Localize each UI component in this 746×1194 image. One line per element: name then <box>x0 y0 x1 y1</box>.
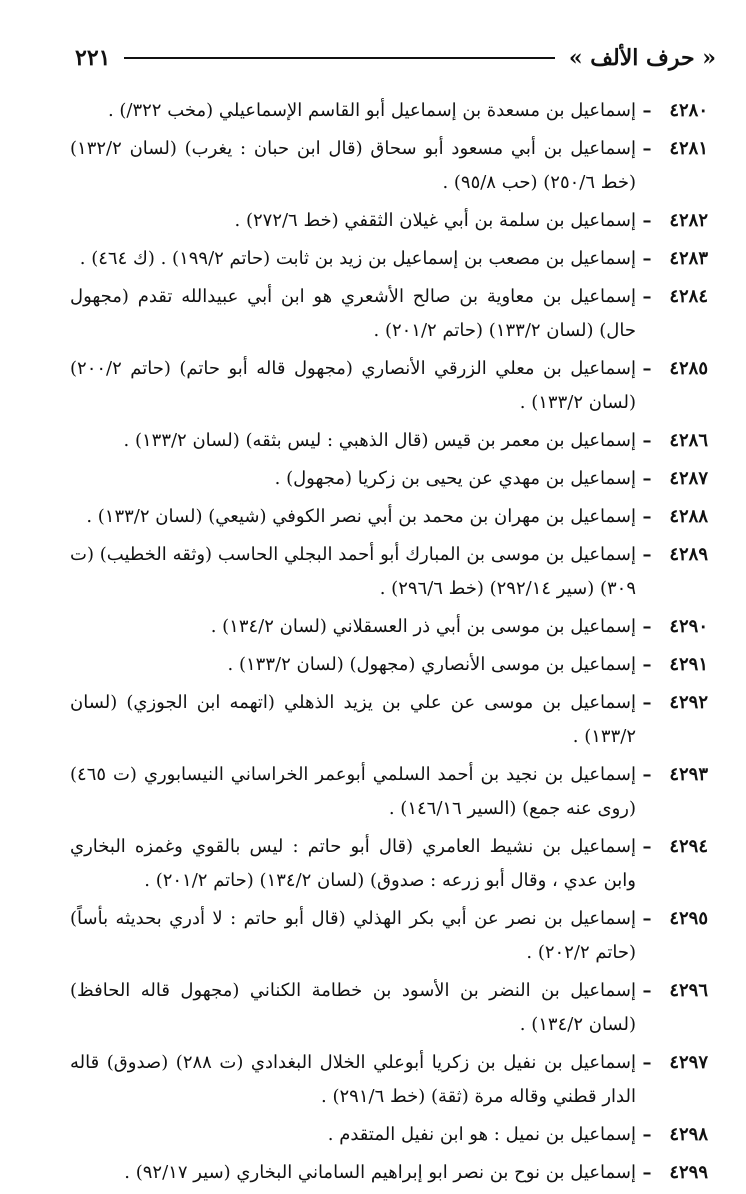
page-header <box>75 38 716 78</box>
entry-dash: – <box>642 836 652 857</box>
entry-dash: – <box>642 692 652 713</box>
entry-row <box>70 242 708 276</box>
entry-dash: – <box>642 358 652 379</box>
entry-number: ٤٢٩٤ <box>669 836 708 857</box>
entry-number: ٤٢٩٨ <box>669 1124 708 1145</box>
entry-number: ٤٢٩٦ <box>669 980 708 1001</box>
entry-row <box>70 352 708 420</box>
entry-text: إسماعيل بن مصعب بن إسماعيل بن زيد بن ثابت (حاتم ١٩٩/٢) . (ك ٤٦٤) . <box>79 248 636 269</box>
entry-text: إسماعيل بن أبي مسعود أبو سحاق (قال ابن حبان : يغرب) (لسان ١٣٢/٢) (خط ٢٥٠/٦) (حب ٩٥/٨) . <box>70 138 636 193</box>
entry-dash: – <box>642 138 652 159</box>
entry-number: ٤٢٩٩ <box>669 1162 708 1183</box>
section-title: « حرف الألف » <box>568 45 716 71</box>
entry-dash: – <box>642 616 652 637</box>
entry-row <box>70 686 708 754</box>
entry-row <box>70 204 708 238</box>
entry-number: ٤٢٨٠ <box>669 100 708 121</box>
entry-text: إسماعيل بن موسى عن علي بن يزيد الذهلي (اتهمه ابن الجوزي) (لسان ١٣٣/٢) . <box>70 692 636 747</box>
entry-number: ٤٢٨٩ <box>669 544 708 565</box>
entry-number: ٤٢٨٧ <box>669 468 708 489</box>
entry-number: ٤٢٩١ <box>669 654 708 675</box>
entry-dash: – <box>642 980 652 1001</box>
entry-text: إسماعيل بن معمر بن قيس (قال الذهبي : ليس بثقه) (لسان ١٣٣/٢) . <box>123 430 636 451</box>
entry-row <box>70 94 708 128</box>
entry-number: ٤٢٨٤ <box>669 286 708 307</box>
entry-row <box>70 758 708 826</box>
entry-text: إسماعيل بن نجيد بن أحمد السلمي أبوعمر الخراساني النيسابوري (ت ٤٦٥) (روى عنه جمع) (السير ١٤٦/١٦) . <box>70 764 636 819</box>
entry-dash: – <box>642 1052 652 1073</box>
entry-number: ٤٢٨٥ <box>669 358 708 379</box>
entry-row <box>70 830 708 898</box>
entry-number: ٤٢٨٨ <box>669 506 708 527</box>
entry-dash: – <box>642 764 652 785</box>
entry-text: إسماعيل بن موسى بن المبارك أبو أحمد البجلي الحاسب (وثقه الخطيب) (ت ٣٠٩) (سير ٢٩٢/١٤) (خط ٢٩٦/٦) . <box>70 544 636 599</box>
entry-row <box>70 610 708 644</box>
entry-text: إسماعيل بن نوح بن نصر ابو إبراهيم الساماني البخاري (سير ٩٢/١٧) . <box>124 1162 636 1183</box>
entry-text: إسماعيل بن معلي الزرقي الأنصاري (مجهول قاله أبو حاتم) (حاتم ٢٠٠/٢) (لسان ١٣٣/٢) . <box>70 358 636 413</box>
entry-dash: – <box>642 430 652 451</box>
entry-text: إسماعيل بن النضر بن الأسود بن خطامة الكناني (مجهول قاله الحافظ) (لسان ١٣٤/٢) . <box>70 980 636 1035</box>
entry-dash: – <box>642 654 652 675</box>
entry-row <box>70 424 708 458</box>
entry-number: ٤٢٩٠ <box>669 616 708 637</box>
entry-number: ٤٢٩٧ <box>669 1052 708 1073</box>
entry-dash: – <box>642 286 652 307</box>
entry-row <box>70 500 708 534</box>
entry-number: ٤٢٨٣ <box>669 248 708 269</box>
entry-list <box>70 94 708 1194</box>
entry-text: إسماعيل بن موسى الأنصاري (مجهول) (لسان ١٣٣/٢) . <box>227 654 636 675</box>
entry-dash: – <box>642 468 652 489</box>
entry-text: إسماعيل بن نصر عن أبي بكر الهذلي (قال أبو حاتم : لا أدري بحديثه بأساً) (حاتم ٢٠٢/٢) . <box>70 908 636 963</box>
entry-dash: – <box>642 248 652 269</box>
entry-number: ٤٢٨١ <box>669 138 708 159</box>
entry-number: ٤٢٩٢ <box>669 692 708 713</box>
entry-dash: – <box>642 1162 652 1183</box>
entry-text: إسماعيل بن موسى بن أبي ذر العسقلاني (لسان ١٣٤/٢) . <box>210 616 636 637</box>
entry-row <box>70 538 708 606</box>
entry-number: ٤٢٨٢ <box>669 210 708 231</box>
entry-dash: – <box>642 1124 652 1145</box>
entry-row <box>70 132 708 200</box>
header-rule <box>124 57 554 59</box>
entry-row <box>70 648 708 682</box>
entry-dash: – <box>642 908 652 929</box>
entry-dash: – <box>642 210 652 231</box>
entry-text: إسماعيل بن نفيل بن زكريا أبوعلي الخلال البغدادي (ت ٢٨٨) (صدوق) قاله الدار قطني وقاله مرة (ثقة) (خط ٢٩١/٦) . <box>70 1052 637 1107</box>
entry-row <box>70 1118 708 1152</box>
page-number: ٢٢١ <box>75 45 111 71</box>
entry-dash: – <box>642 544 652 565</box>
entry-row <box>70 974 708 1042</box>
entry-text: إسماعيل بن نشيط العامري (قال أبو حاتم : ليس بالقوي وغمزه البخاري وابن عدي ، وقال أبو زرعه : صدوق) (لسان ١٣٤/٢) (حاتم ٢٠١/٢) . <box>70 836 636 891</box>
entry-text: إسماعيل بن معاوية بن صالح الأشعري هو ابن أبي عبيدالله تقدم (مجهول حال) (لسان ١٣٣/٢) (حاتم ٢٠١/٢) . <box>70 286 636 341</box>
entry-text: إسماعيل بن سلمة بن أبي غيلان الثقفي (خط ٢٧٢/٦) . <box>234 210 636 231</box>
entry-row <box>70 902 708 970</box>
entry-number: ٤٢٩٣ <box>669 764 708 785</box>
entry-row <box>70 1046 708 1114</box>
entry-text: إسماعيل بن مهدي عن يحيى بن زكريا (مجهول) . <box>274 468 636 489</box>
entry-dash: – <box>642 506 652 527</box>
entry-number: ٤٢٨٦ <box>669 430 708 451</box>
entry-row <box>70 462 708 496</box>
entry-text: إسماعيل بن مسعدة بن إسماعيل أبو القاسم الإسماعيلي (مخب ٣٢٢/) . <box>107 100 636 121</box>
entry-row <box>70 1156 708 1190</box>
entry-dash: – <box>642 100 652 121</box>
entry-text: إسماعيل بن نميل : هو ابن نفيل المتقدم . <box>327 1124 636 1145</box>
entry-text: إسماعيل بن مهران بن محمد بن أبي نصر الكوفي (شيعي) (لسان ١٣٣/٢) . <box>86 506 636 527</box>
entry-number: ٤٢٩٥ <box>669 908 708 929</box>
entry-row <box>70 280 708 348</box>
